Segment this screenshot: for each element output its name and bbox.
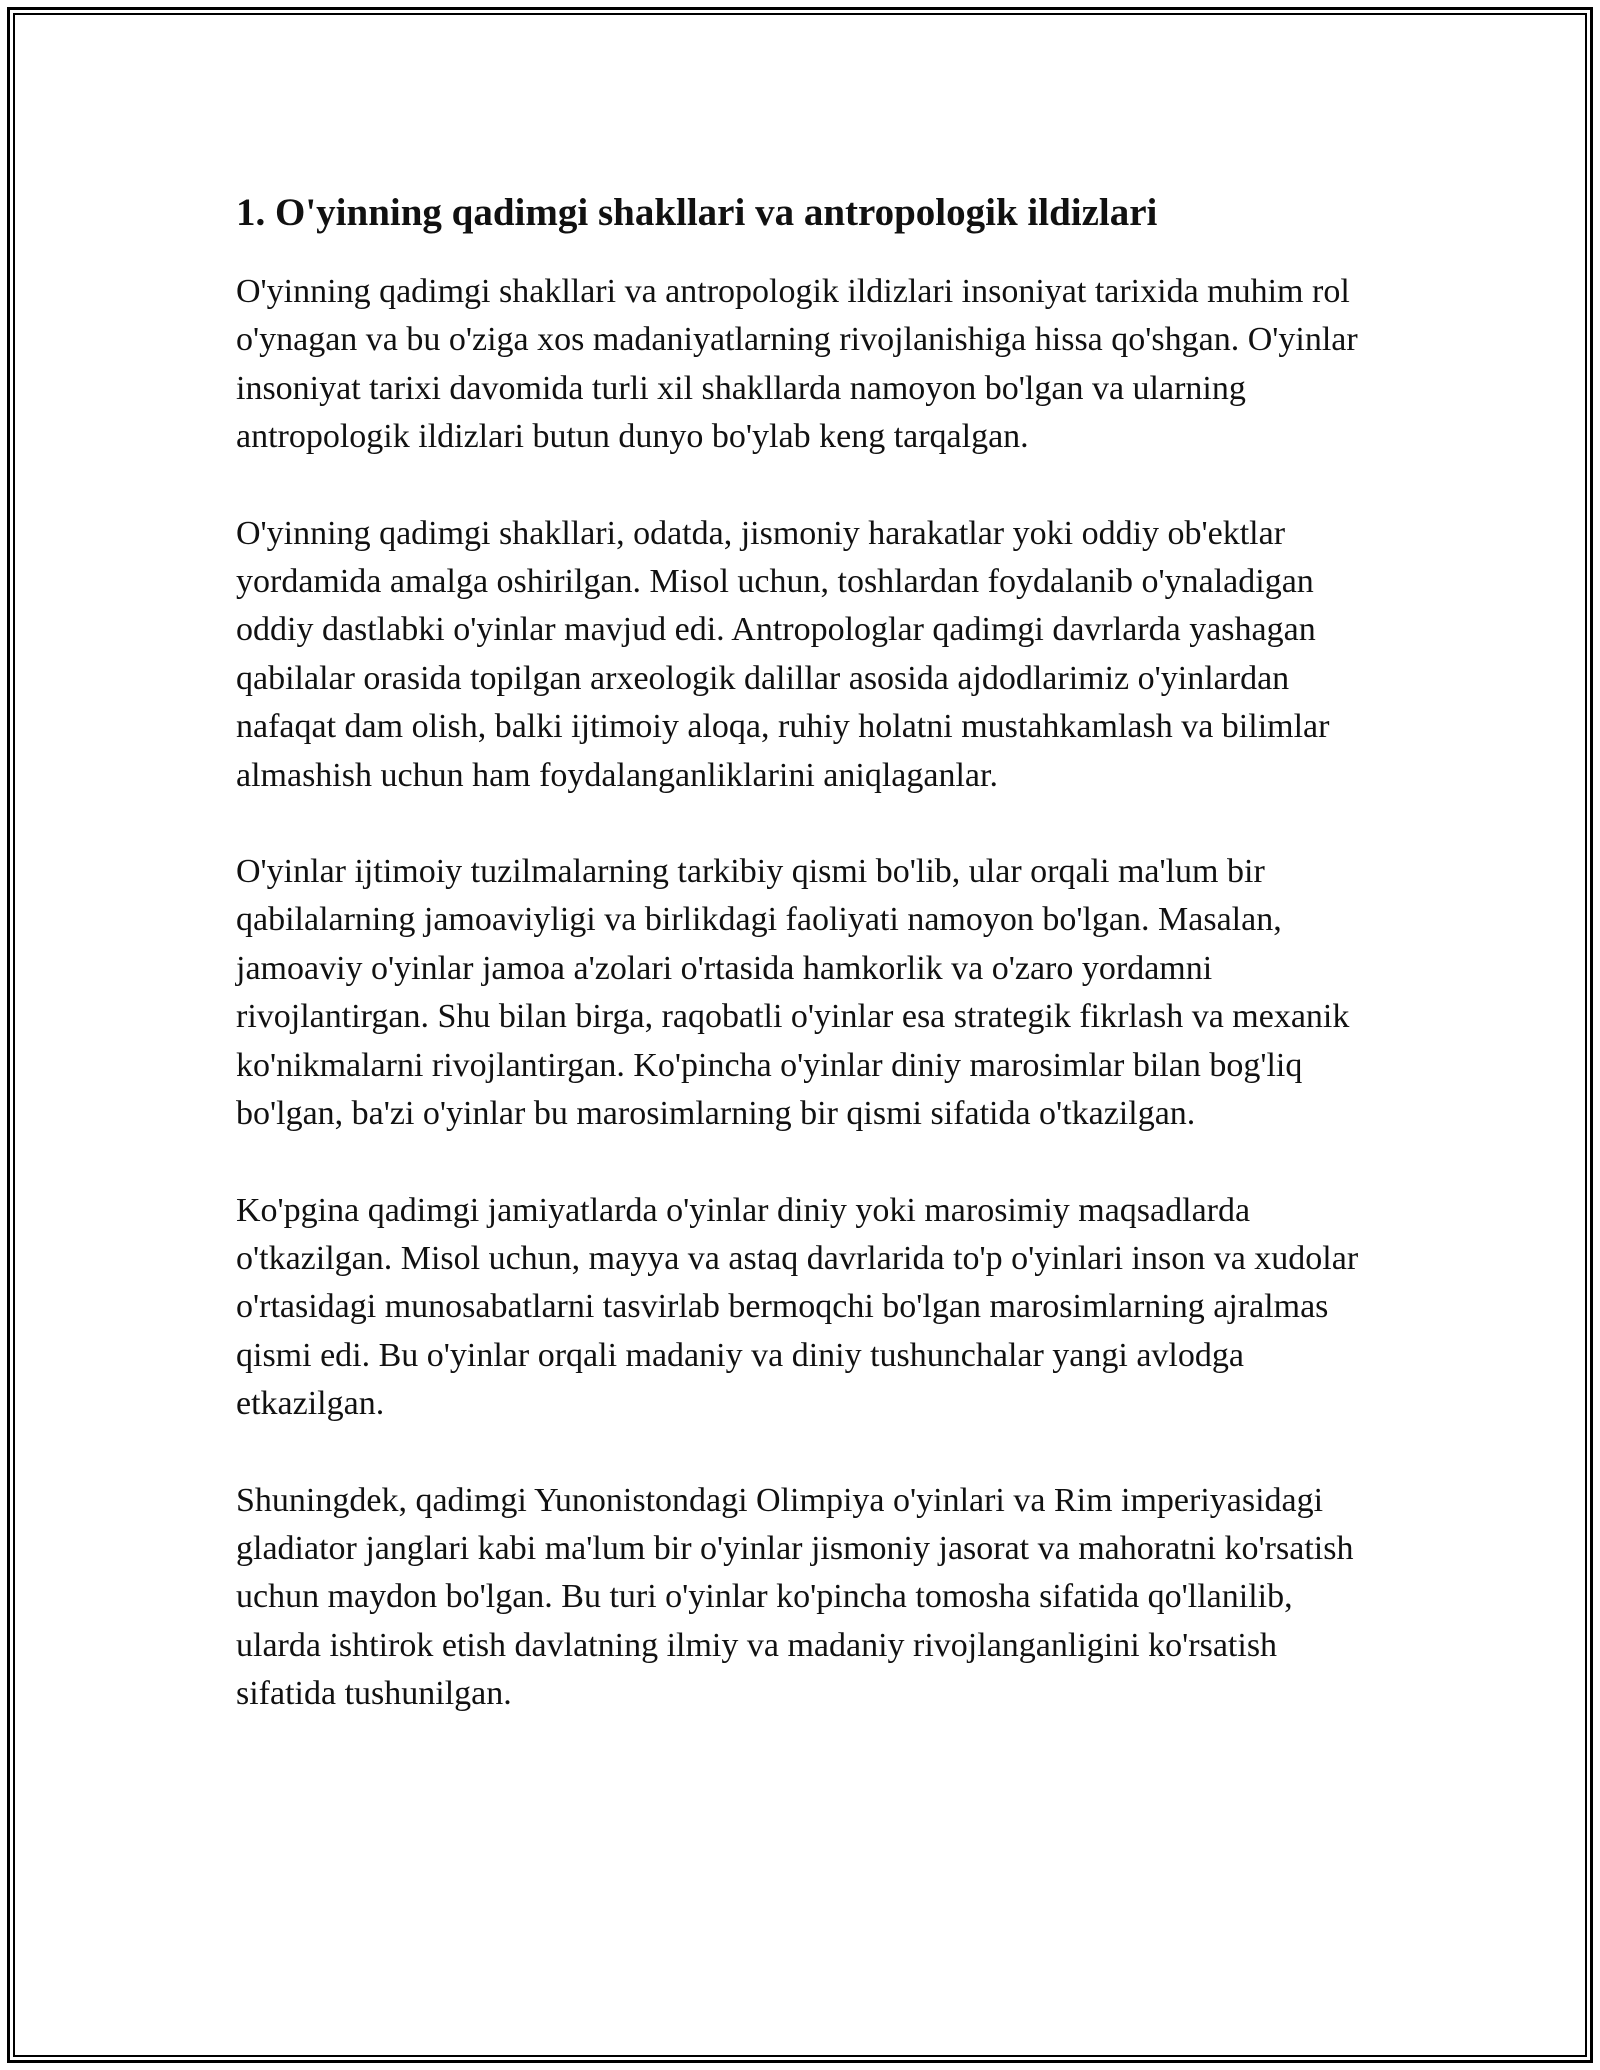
paragraph-2: O'yinning qadimgi shakllari, odatda, jismoniy harakatlar yoki oddiy ob'ektlar yordamida amalga oshirilgan. Misol uchun, toshlardan foydalanib o'ynaladigan oddiy dastlabki o'yinlar mavjud edi. Antropologlar qadimgi davrlarda yashagan qabilalar orasida topilgan arxeologik dalillar asosida ajdodlarimiz o'yinlardan nafaqat dam olish, balki ijtimoiy aloqa, ruhiy holatni mustahkamlash va bilimlar almashish uchun ham foydalanganliklarini aniqlaganlar. xyxy=(236,514,1330,794)
paragraph-1: O'yinning qadimgi shakllari va antropologik ildizlari insoniyat tarixida muhim rol o'ynagan va bu o'ziga xos madaniyatlarning rivojlanishiga hissa qo'shgan. O'yinlar insoniyat tarixi davomida turli xil shakllarda namoyon bo'lgan va ularning antropologik ildizlari butun dunyo bo'ylab keng tarqalgan. xyxy=(236,273,1358,456)
document-body xyxy=(236,182,1376,1767)
paragraph-3: O'yinlar ijtimoiy tuzilmalarning tarkibiy qismi bo'lib, ular orqali ma'lum bir qabilalarning jamoaviyligi va birlikdagi faoliyati namoyon bo'lgan. Masalan, jamoaviy o'yinlar jamoa a'zolari o'rtasida hamkorlik va o'zaro yordamni rivojlantirgan. Shu bilan birga, raqobatli o'yinlar esa strategik fikrlash va mexanik ko'nikmalarni rivojlantirgan. Ko'pincha o'yinlar diniy marosimlar bilan bog'liq bo'lgan, ba'zi o'yinlar bu marosimlarning bir qismi sifatida o'tkazilgan. xyxy=(236,853,1350,1133)
section-heading: 1. O'yinning qadimgi shakllari va antropologik ildizlari xyxy=(236,191,1158,234)
paragraph-4: Ko'pgina qadimgi jamiyatlarda o'yinlar diniy yoki marosimiy maqsadlarda o'tkazilgan. Misol uchun, mayya va astaq davrlarida to'p o'yinlari inson va xudolar o'rtasidagi munosabatlarni tasvirlab bermoqchi bo'lgan marosimlarning ajralmas qismi edi. Bu o'yinlar orqali madaniy va diniy tushunchalar yangi avlodga etkazilgan. xyxy=(236,1191,1359,1423)
paragraph-5: Shuningdek, qadimgi Yunonistondagi Olimpiya o'yinlari va Rim imperiyasidagi gladiator janglari kabi ma'lum bir o'yinlar jismoniy jasorat va mahoratni ko'rsatish uchun maydon bo'lgan. Bu turi o'yinlar ko'pincha tomosha sifatida qo'llanilib, ularda ishtirok etish davlatning ilmiy va madaniy rivojlanganligini ko'rsatish sifatida tushunilgan. xyxy=(236,1481,1354,1713)
